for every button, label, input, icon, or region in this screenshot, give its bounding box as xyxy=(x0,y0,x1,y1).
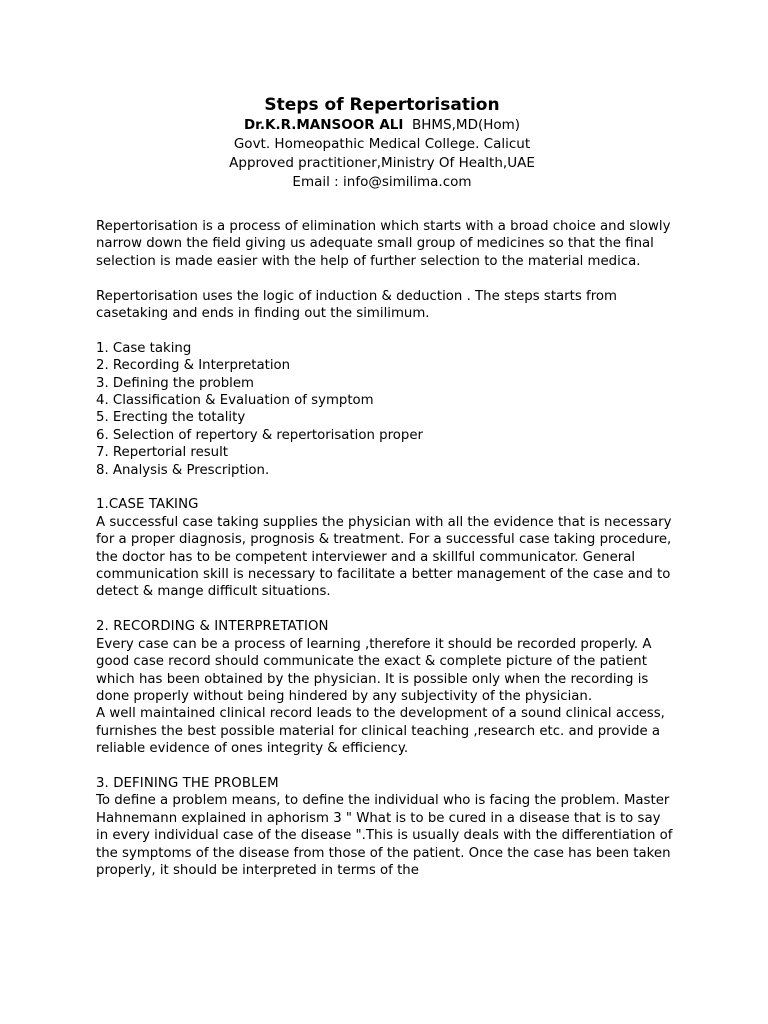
document-header xyxy=(96,94,668,192)
author-degrees: BHMS,MD(Hom) xyxy=(412,117,521,133)
section-defining-problem xyxy=(96,775,676,879)
intro-paragraph-1: Repertorisation is a process of elimination which starts with a broad choice and slowly narrow down the field giving us adequate small group of medicines so that the final selection is made easier with the help of further selection to the material medica. xyxy=(96,219,671,269)
section-heading: 2. RECORDING & INTERPRETATION xyxy=(96,619,329,635)
steps-list-item: 3. Defining the problem xyxy=(96,375,254,391)
author-line xyxy=(96,116,668,135)
author-name: Dr.K.R.MANSOOR ALI xyxy=(243,117,404,133)
document-body xyxy=(96,218,676,897)
steps-list-item: 1. Case taking xyxy=(96,340,192,356)
steps-list-item: 6. Selection of repertory & repertorisation proper xyxy=(96,427,423,443)
section-paragraph: To define a problem means, to define the individual who is facing the problem. Master Hahnemann explained in aphorism 3 " What is to be cured in a disease that is to say in every individual case of the disease ".This is usually deals with the differentiation of the symptoms of the disease from those of the patient. Once the case has been taken properly, it should be interpreted in terms of the xyxy=(96,793,673,878)
affiliation-line-1: Govt. Homeopathic Medical College. Calicut xyxy=(233,136,531,152)
section-paragraph: Every case can be a process of learning ,therefore it should be recorded properly. A good case record should communicate the exact & complete picture of the patient which has been obtained by the physician. It is possible only when the recording is done properly without being hindered by any subjectivity of the physician. xyxy=(96,636,652,704)
section-paragraph: A successful case taking supplies the physician with all the evidence that is necessary for a proper diagnosis, prognosis & treatment. For a successful case taking procedure, the doctor has to be competent interviewer and a skillful communicator. General communication skill is necessary to facilitate a better management of the case and to detect & mange difficult situations. xyxy=(96,514,672,600)
section-case-taking xyxy=(96,496,676,600)
section-paragraph: A well maintained clinical record leads to the development of a sound clinical access, furnishes the best possible material for clinical teaching ,research etc. and provide a reliable evidence of ones integrity & efficiency. xyxy=(96,706,665,757)
steps-list-item: 7. Repertorial result xyxy=(96,445,229,461)
section-heading: 1.CASE TAKING xyxy=(96,497,199,513)
steps-list-item: 2. Recording & Interpretation xyxy=(96,358,291,374)
intro-paragraph-2: Repertorisation uses the logic of induction & deduction . The steps starts from casetaking and ends in finding out the similimum. xyxy=(96,288,617,322)
steps-list-item: 4. Classification & Evaluation of symptom xyxy=(96,393,374,409)
email-line: Email : info@similima.com xyxy=(292,174,472,190)
document-title: Steps of Repertorisation xyxy=(264,95,500,115)
affiliation-line-2: Approved practitioner,Ministry Of Health,UAE xyxy=(229,155,535,171)
steps-list-item: 5. Erecting the totality xyxy=(96,410,246,426)
section-recording-interpretation xyxy=(96,618,676,757)
section-heading: 3. DEFINING THE PROBLEM xyxy=(96,775,279,791)
steps-list xyxy=(96,340,676,479)
steps-list-item: 8. Analysis & Prescription. xyxy=(96,462,270,478)
